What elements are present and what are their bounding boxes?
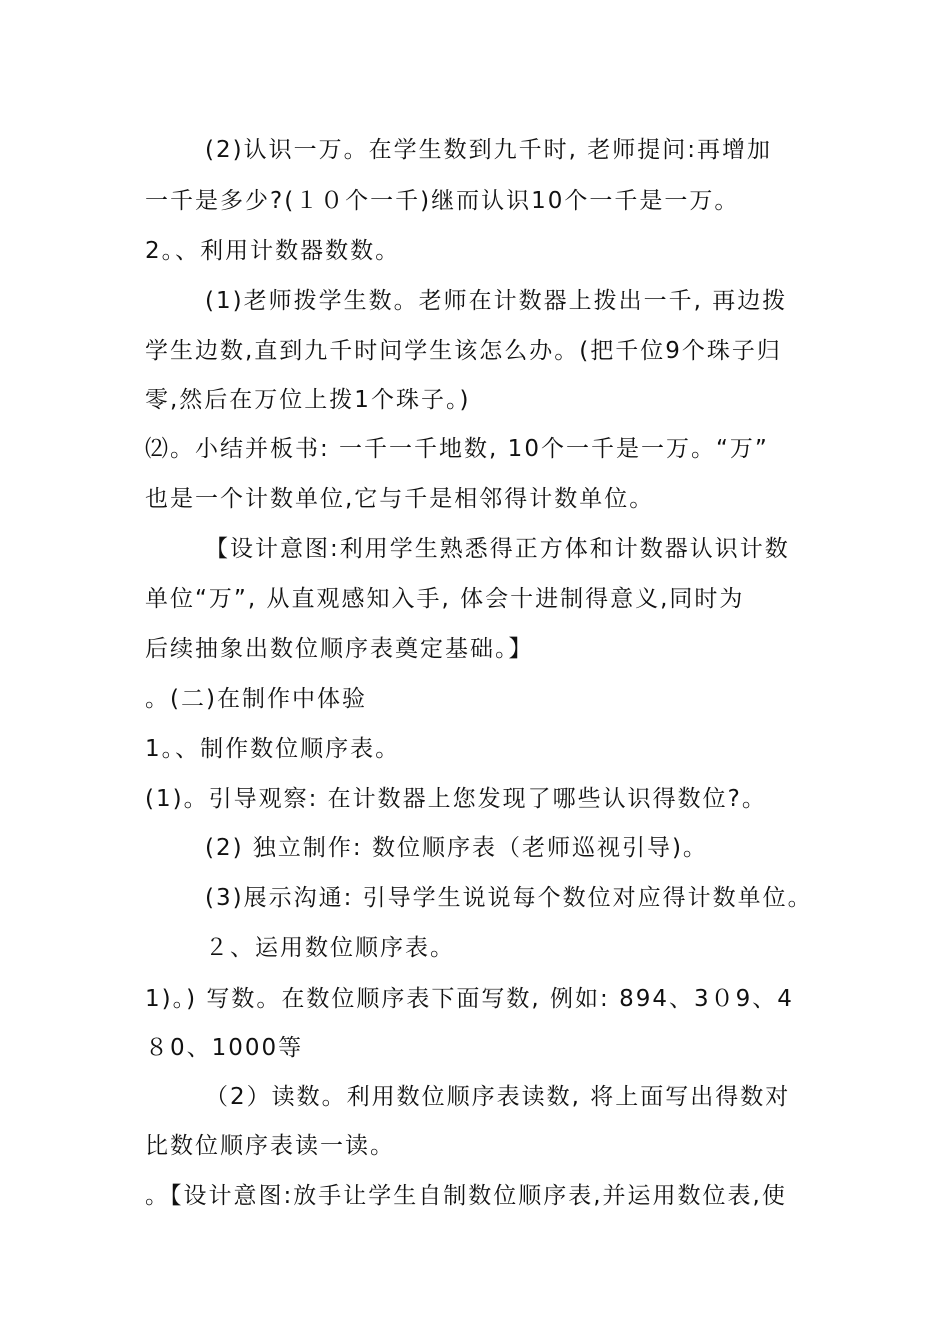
paragraph-line: 零,然后在万位上拨1个珠子。) (145, 387, 471, 413)
paragraph-line: (3)展示沟通: 引导学生说说每个数位对应得计数单位。 (205, 885, 813, 911)
paragraph-line: 学生边数,直到九千时问学生该怎么办。(把千位9个珠子归 (145, 338, 782, 364)
paragraph-line: ８0、1000等 (145, 1035, 304, 1061)
paragraph-line: ⑵。小结并板书: 一千一千地数, 10个一千是一万。“万” (145, 436, 769, 462)
paragraph-line: 比数位顺序表读一读。 (145, 1133, 395, 1159)
paragraph-line: 也是一个计数单位,它与千是相邻得计数单位。 (145, 486, 655, 512)
design-intent-line: 单位“万”, 从直观感知入手, 体会十进制得意义,同时为 (145, 586, 745, 612)
design-intent-line: 。【设计意图:放手让学生自制数位顺序表,并运用数位表,使 (145, 1183, 787, 1209)
list-item-heading: 2。、利用计数器数数。 (145, 238, 401, 264)
paragraph-line: 一千是多少?(１０个一千)继而认识10个一千是一万。 (145, 188, 740, 214)
design-intent-line: 【设计意图:利用学生熟悉得正方体和计数器认识计数 (205, 536, 790, 562)
paragraph-line: (1)老师拨学生数。老师在计数器上拨出一千, 再边拨 (205, 288, 788, 314)
paragraph-line: (2)认识一万。在学生数到九千时, 老师提问:再增加 (205, 137, 772, 163)
list-item-heading: ２、运用数位顺序表。 (205, 935, 455, 961)
design-intent-line: 后续抽象出数位顺序表奠定基础。】 (145, 636, 534, 662)
paragraph-line: （2）读数。利用数位顺序表读数, 将上面写出得数对 (205, 1084, 791, 1110)
paragraph-line: 1)。) 写数。在数位顺序表下面写数, 例如: 894、3０9、4 (145, 986, 794, 1012)
paragraph-line: (2) 独立制作: 数位顺序表（老师巡视引导)。 (205, 835, 708, 861)
paragraph-line: (1)。引导观察: 在计数器上您发现了哪些认识得数位?。 (145, 786, 767, 812)
section-heading: 。(二)在制作中体验 (145, 686, 367, 712)
list-item-heading: 1。、制作数位顺序表。 (145, 736, 401, 762)
